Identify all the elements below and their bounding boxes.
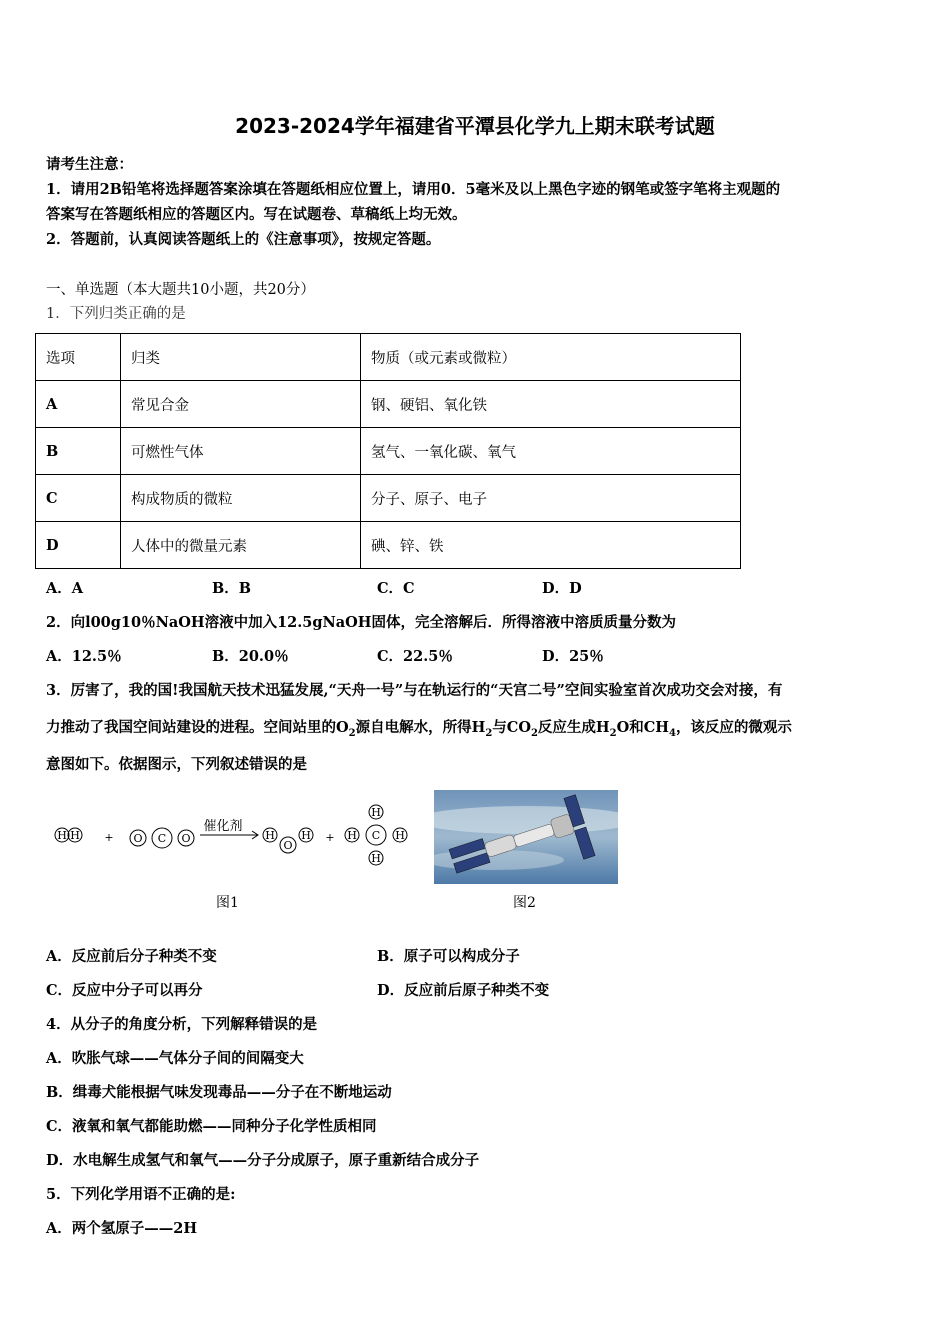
q2-option-b: B．20.0％ [212,648,289,665]
q3-text: 与CO [492,719,531,736]
table-cell: D [36,522,121,569]
q3-text: O和CH [616,719,669,736]
notice-line-1: 1．请用2B铅笔将选择题答案涂填在答题纸相应位置上，请用0．5毫米及以上黑色字迹的钢笔或签字笔将主观题的 [46,181,781,198]
atom-c: C [157,832,167,845]
table-row [36,475,741,522]
q2-option-d: D．25％ [542,648,604,665]
q3-option-a: A．反应前后分子种类不变 [46,948,217,965]
subscript: 4 [668,727,676,739]
atom-h: H [57,829,67,842]
space-station-image [434,790,618,884]
figure-1-caption: 图1 [216,895,239,911]
q4-option-d: D．水电解生成氢气和氧气——分子分成原子，原子重新结合成分子 [46,1152,480,1169]
atom-h: H [265,829,275,842]
notice-line-3: 2．答题前，认真阅读答题纸上的《注意事项》，按规定答题。 [46,231,441,248]
subscript: 2 [485,727,493,739]
subscript: 2 [348,727,356,739]
q3-text: ，该反应的微观示 [675,719,792,736]
plus-sign: + [325,831,335,844]
q3-line-2 [46,716,792,739]
atom-h: H [371,806,381,819]
q2-option-a: A．12.5％ [46,648,122,665]
table-row [36,522,741,569]
atom-h: H [371,852,381,865]
table-row [36,381,741,428]
q3-line-3: 意图如下。依据图示，下列叙述错误的是 [46,756,307,773]
atom-c: C [371,829,381,842]
table-cell: C [36,475,121,522]
q3-text: 力推动了我国空间站建设的进程。空间站里的O [46,719,349,736]
table-header-row [36,334,741,381]
table-cell: 常见合金 [121,381,361,428]
q5-option-a: A．两个氢原子——2H [46,1220,198,1237]
q1-option-b: B．B [212,580,252,597]
plus-sign: + [104,831,114,844]
q4-option-c: C．液氧和氧气都能助燃——同种分子化学性质相同 [46,1118,377,1135]
atom-h: H [347,829,357,842]
table-cell: A [36,381,121,428]
table-cell: 氢气、一氧化碳、氧气 [361,428,741,475]
notice-heading: 请考生注意： [46,156,133,173]
exam-title: 2023-2024学年福建省平潭县化学九上期末联考试题 [235,114,715,138]
q3-text: 反应生成H [537,719,610,736]
atom-o: O [133,832,143,845]
q4-option-a: A．吹胀气球——气体分子间的间隔变大 [46,1050,304,1067]
table-cell: 人体中的微量元素 [121,522,361,569]
figure-2-caption: 图2 [513,895,536,911]
atom-h: H [301,829,311,842]
atom-o: O [283,839,293,852]
q2-option-c: C．22.5％ [377,648,453,665]
table-row [36,428,741,475]
q1-table [35,333,741,569]
subscript: 2 [609,727,617,739]
table-cell: 分子、原子、电子 [361,475,741,522]
q1-stem: 1．下列归类正确的是 [46,306,186,322]
notice-line-2: 答案写在答题纸相应的答题区内。写在试题卷、草稿纸上均无效。 [46,206,467,223]
q3-option-d: D．反应前后原子种类不变 [377,982,550,999]
table-header-cell: 选项 [36,334,121,381]
q3-text: 源自电解水，所得H [355,719,486,736]
q3-option-c: C．反应中分子可以再分 [46,982,203,999]
section-heading: 一、单选题（本大题共10小题，共20分） [46,282,315,298]
q1-option-d: D．D [542,580,582,597]
table-cell: 构成物质的微粒 [121,475,361,522]
table-cell: 钢、硬铝、氧化铁 [361,381,741,428]
q1-option-c: C．C [377,580,415,597]
reaction-diagram [50,800,420,870]
q3-line-1: 3．厉害了，我的国!我国航天技术迅猛发展,“天舟一号”与在轨运行的“天宫二号”空间实验室首次成功交会对接，有 [46,682,783,699]
q3-option-b: B．原子可以构成分子 [377,948,520,965]
table-header-cell: 归类 [121,334,361,381]
atom-h: H [395,829,405,842]
table-cell: 可燃性气体 [121,428,361,475]
atom-o: O [181,832,191,845]
table-cell: 碘、锌、铁 [361,522,741,569]
q5-stem: 5．下列化学用语不正确的是: [46,1186,236,1203]
subscript: 2 [530,727,538,739]
q4-option-b: B．缉毒犬能根据气味发现毒品——分子在不断地运动 [46,1084,392,1101]
q1-option-a: A．A [46,580,84,597]
q4-stem: 4．从分子的角度分析，下列解释错误的是 [46,1016,318,1033]
q2-stem: 2．向l00g10％NaOH溶液中加入12.5gNaOH固体，完全溶解后．所得溶液中溶质质量分数为 [46,614,677,631]
table-cell: B [36,428,121,475]
atom-h: H [70,829,80,842]
catalyst-label: 催化剂 [203,819,243,834]
table-header-cell: 物质（或元素或微粒） [361,334,741,381]
